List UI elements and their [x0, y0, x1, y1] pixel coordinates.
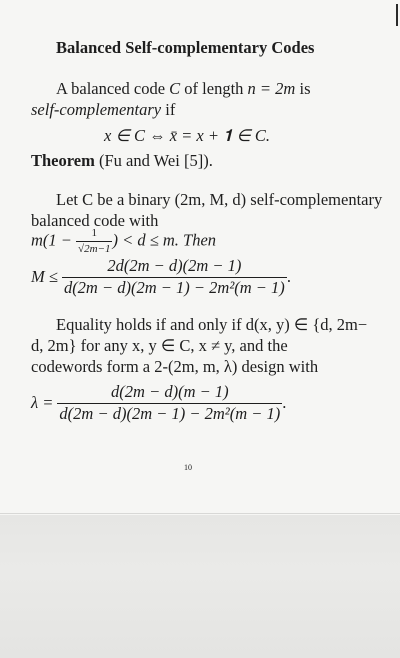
- definition-line-1: [56, 81, 311, 98]
- lambda-fraction: [57, 384, 282, 422]
- lambda-lhs: λ =: [31, 392, 54, 412]
- fraction-numerator: d(2m − d)(m − 1): [57, 384, 282, 404]
- bound-fraction: [62, 258, 287, 296]
- fraction-numerator: 1: [76, 228, 112, 242]
- condition-suffix: ) < d ≤ m. Then: [112, 230, 217, 250]
- theorem-source: (Fu and Wei [5]).: [98, 151, 213, 170]
- fraction-denominator: d(2m − d)(2m − 1) − 2m²(m − 1): [59, 403, 281, 423]
- equality-line-2: d, 2m} for any x, y ∈ C, x ≠ y, and the: [31, 336, 288, 355]
- page-number: 10: [184, 463, 192, 472]
- theorem-label: Theorem: [31, 151, 95, 170]
- page-fold-line: [0, 513, 400, 514]
- text-fragment: if: [161, 100, 176, 119]
- page-lower-margin: [0, 515, 400, 658]
- lambda-formula: [31, 384, 286, 422]
- condition-line: [31, 228, 216, 255]
- statement-line-1: Let C be a binary (2m, M, d) self-complementary: [56, 190, 383, 209]
- fraction-denominator: √2m−1: [78, 243, 111, 255]
- bound-lhs: M ≤: [31, 266, 58, 286]
- bound-period: .: [286, 266, 291, 286]
- math-expression: n = 2m: [247, 79, 296, 98]
- slide-title: Balanced Self-complementary Codes: [56, 38, 315, 57]
- statement-line-2: balanced code with: [31, 211, 159, 230]
- lambda-period: .: [282, 392, 287, 412]
- bound-formula: [31, 258, 291, 296]
- condition-fraction: [76, 228, 112, 255]
- defined-term: self-complementary: [31, 100, 162, 119]
- text-fragment: A balanced code: [56, 79, 170, 98]
- definition-line-2: [31, 102, 175, 119]
- theorem-heading: [31, 153, 213, 170]
- fraction-denominator: d(2m − d)(2m − 1) − 2m²(m − 1): [63, 277, 285, 297]
- text-fragment: is: [295, 79, 311, 98]
- condition-prefix: m(1 −: [31, 230, 77, 250]
- equality-line-1: Equality holds if and only if d(x, y) ∈ {d, 2m−: [56, 315, 368, 334]
- fraction-numerator: 2d(2m − d)(2m − 1): [62, 258, 287, 278]
- edge-mark: [396, 4, 398, 26]
- math-var: C: [169, 79, 181, 98]
- equality-line-3: codewords form a 2-(2m, m, λ) design with: [31, 357, 319, 376]
- membership-formula: x ∈ C ⇔ x̄ = x + 𝟏 ∈ C.: [104, 126, 271, 145]
- text-fragment: of length: [180, 79, 248, 98]
